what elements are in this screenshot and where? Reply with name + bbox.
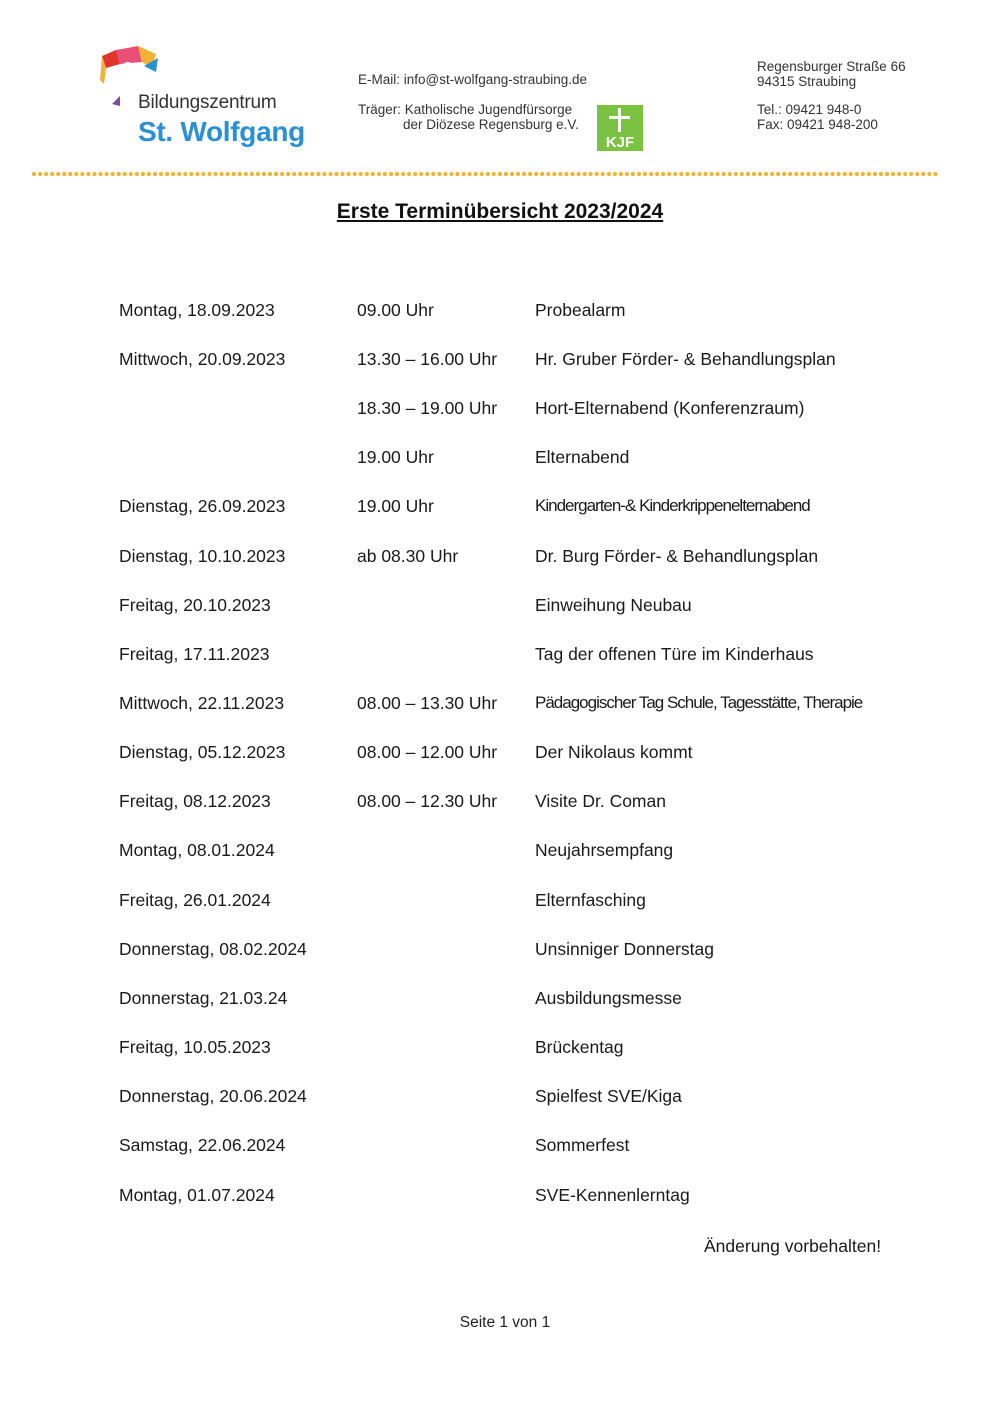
event-row [0, 1037, 1000, 1065]
change-note: Änderung vorbehalten! [704, 1236, 882, 1256]
page-title: Erste Terminübersicht 2023/2024 [336, 200, 664, 223]
event-description: Sommerfest [535, 1135, 630, 1155]
event-date: Donnerstag, 21.03.24 [119, 988, 288, 1008]
event-time: 09.00 Uhr [357, 300, 434, 320]
event-time: 08.00 – 12.00 Uhr [357, 742, 498, 762]
event-row [0, 791, 1000, 819]
event-date: Mittwoch, 20.09.2023 [119, 349, 286, 369]
email-line: E-Mail: info@st-wolfgang-straubing.de [358, 72, 588, 87]
event-description: Dr. Burg Förder- & Behandlungsplan [535, 546, 819, 566]
event-date: Donnerstag, 20.06.2024 [119, 1086, 307, 1106]
event-description: Neujahrsempfang [535, 840, 674, 860]
event-date: Freitag, 10.05.2023 [119, 1037, 271, 1057]
event-row [0, 644, 1000, 672]
event-date: Montag, 08.01.2024 [119, 840, 275, 860]
event-row [0, 1086, 1000, 1114]
event-description: Hort-Elternabend (Konferenzraum) [535, 398, 805, 418]
event-row [0, 398, 1000, 426]
kjf-logo [597, 105, 643, 151]
event-description: Hr. Gruber Förder- & Behandlungsplan [535, 349, 836, 369]
event-row [0, 988, 1000, 1016]
event-row [0, 939, 1000, 967]
event-description: Elternabend [535, 447, 630, 467]
event-row [0, 300, 1000, 328]
event-row [0, 1185, 1000, 1213]
event-time: ab 08.30 Uhr [357, 546, 459, 566]
event-row [0, 595, 1000, 623]
event-row [0, 742, 1000, 770]
event-description: Probealarm [535, 300, 626, 320]
event-description: Pädagogischer Tag Schule, Tagesstätte, Therapie [535, 693, 863, 712]
event-description: Tag der offenen Türe im Kinderhaus [535, 644, 814, 664]
event-description: Kindergarten-& Kinderkrippenelternabend [535, 496, 810, 515]
bildungszentrum-logo [98, 44, 328, 154]
address-block [757, 59, 906, 132]
event-row [0, 496, 1000, 524]
event-date: Freitag, 26.01.2024 [119, 890, 271, 910]
event-date: Mittwoch, 22.11.2023 [119, 693, 285, 713]
traeger-line-2: der Diözese Regensburg e.V. [403, 117, 579, 132]
logo-text-st-wolfgang: St. Wolfgang [138, 116, 305, 147]
event-row [0, 349, 1000, 377]
event-date: Montag, 18.09.2023 [119, 300, 275, 320]
event-description: Der Nikolaus kommt [535, 742, 693, 762]
event-date: Dienstag, 10.10.2023 [119, 546, 286, 566]
event-row [0, 693, 1000, 721]
event-time: 13.30 – 16.00 Uhr [357, 349, 498, 369]
event-description: Visite Dr. Coman [535, 791, 666, 811]
logo-text-bildungszentrum: Bildungszentrum [138, 92, 277, 113]
address-street: Regensburger Straße 66 [757, 59, 906, 74]
address-fax: Fax: 09421 948-200 [757, 117, 878, 132]
event-description: Einweihung Neubau [535, 595, 692, 615]
event-description: SVE-Kennenlerntag [535, 1185, 690, 1205]
kjf-cross-icon [597, 105, 643, 151]
event-date: Freitag, 17.11.2023 [119, 644, 270, 664]
event-row [0, 840, 1000, 868]
dotted-divider [30, 170, 942, 178]
event-time: 18.30 – 19.00 Uhr [357, 398, 498, 418]
event-row [0, 890, 1000, 918]
event-date: Samstag, 22.06.2024 [119, 1135, 286, 1155]
event-row [0, 1135, 1000, 1163]
letterhead [0, 0, 1000, 190]
address-city: 94315 Straubing [757, 74, 857, 89]
event-time: 19.00 Uhr [357, 447, 434, 467]
event-date: Donnerstag, 08.02.2024 [119, 939, 307, 959]
event-description: Ausbildungsmesse [535, 988, 682, 1008]
event-row [0, 447, 1000, 475]
event-date: Dienstag, 26.09.2023 [119, 496, 286, 516]
traeger-line-1: Träger: Katholische Jugendfürsorge [358, 102, 573, 117]
kjf-logo-text: KJF [605, 134, 635, 151]
event-date: Freitag, 20.10.2023 [119, 595, 271, 615]
event-time: 19.00 Uhr [357, 496, 434, 516]
event-date: Dienstag, 05.12.2023 [119, 742, 286, 762]
event-description: Elternfasching [535, 890, 646, 910]
event-date: Freitag, 08.12.2023 [119, 791, 271, 811]
event-description: Spielfest SVE/Kiga [535, 1086, 682, 1106]
event-time: 08.00 – 13.30 Uhr [357, 693, 498, 713]
event-row [0, 546, 1000, 574]
page-number: Seite 1 von 1 [459, 1314, 551, 1331]
event-description: Brückentag [535, 1037, 624, 1057]
event-description: Unsinniger Donnerstag [535, 939, 714, 959]
event-date: Montag, 01.07.2024 [119, 1185, 275, 1205]
address-tel: Tel.: 09421 948-0 [757, 102, 862, 117]
event-time: 08.00 – 12.30 Uhr [357, 791, 498, 811]
